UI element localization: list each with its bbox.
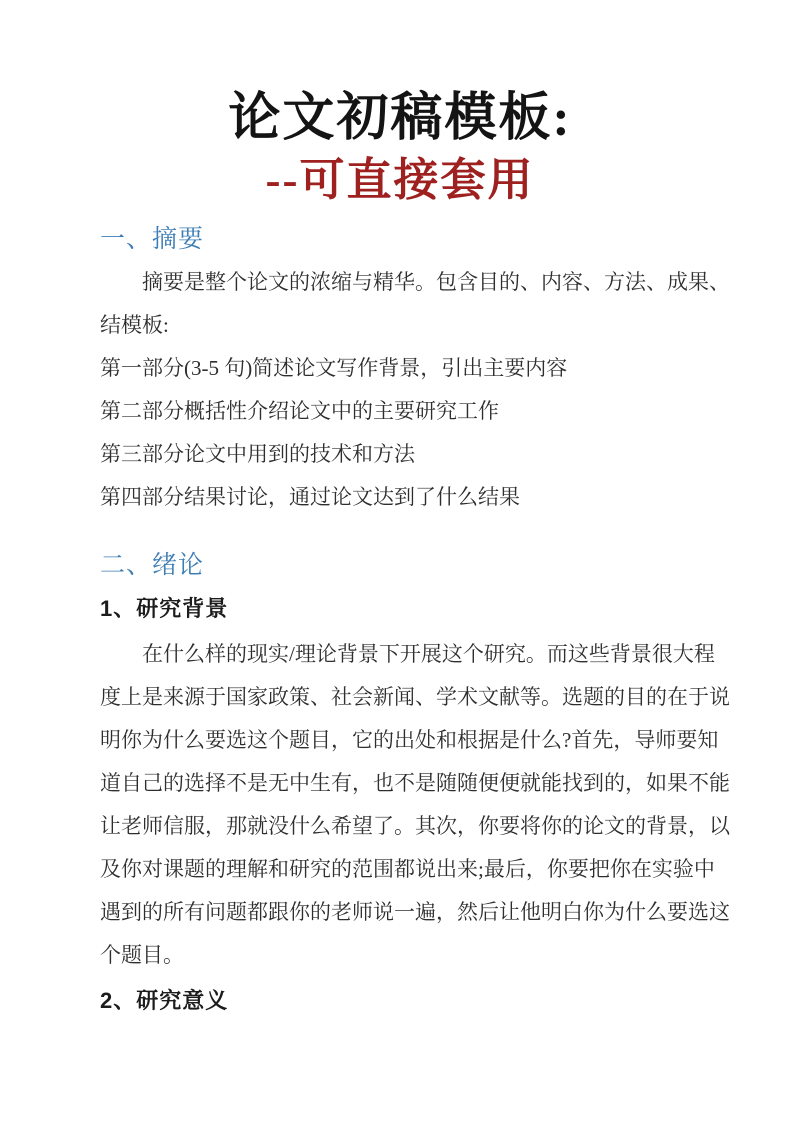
background-paragraph-line: 让老师信服，那就没什么希望了。其次，你要将你的论文的背景，以 <box>100 814 730 838</box>
abstract-intro-line: 摘要是整个论文的浓缩与精华。包含目的、内容、方法、成果、 <box>142 270 730 294</box>
introduction-heading: 二、绪论 <box>100 552 205 579</box>
background-paragraph-line: 遇到的所有问题都跟你的老师说一遍，然后让他明白你为什么要选这 <box>100 900 730 924</box>
research-background-subheading: 1、研究背景 <box>100 596 229 621</box>
document-body <box>0 223 800 1021</box>
research-significance-subheading: 2、研究意义 <box>100 988 229 1013</box>
section-abstract <box>100 223 730 519</box>
background-paragraph-line: 个题目。 <box>100 943 184 967</box>
background-paragraph-line: 及你对课题的理解和研究的范围都说出来;最后，你要把你在实验中 <box>100 857 715 881</box>
abstract-intro-line: 结模板: <box>100 313 169 337</box>
background-paragraph-line: 度上是来源于国家政策、社会新闻、学术文献等。选题的目的在于说 <box>100 685 730 709</box>
background-paragraph-line: 明你为什么要选这个题目，它的出处和根据是什么?首先，导师要知 <box>100 728 719 752</box>
abstract-item: 第二部分概括性介绍论文中的主要研究工作 <box>100 399 499 423</box>
document-title: 论文初稿模板: <box>228 90 572 147</box>
abstract-item: 第三部分论文中用到的技术和方法 <box>100 442 415 466</box>
section-introduction <box>100 549 730 1021</box>
background-paragraph-line: 道自己的选择不是无中生有，也不是随随便便就能找到的，如果不能 <box>100 771 730 795</box>
abstract-item: 第一部分(3-5 句)简述论文写作背景，引出主要内容 <box>100 356 568 380</box>
document-subtitle: --可直接套用 <box>265 155 535 205</box>
background-paragraph-line: 在什么样的现实/理论背景下开展这个研究。而这些背景很大程 <box>142 642 715 666</box>
abstract-heading: 一、摘要 <box>100 226 205 253</box>
abstract-item: 第四部分结果讨论，通过论文达到了什么结果 <box>100 485 520 509</box>
